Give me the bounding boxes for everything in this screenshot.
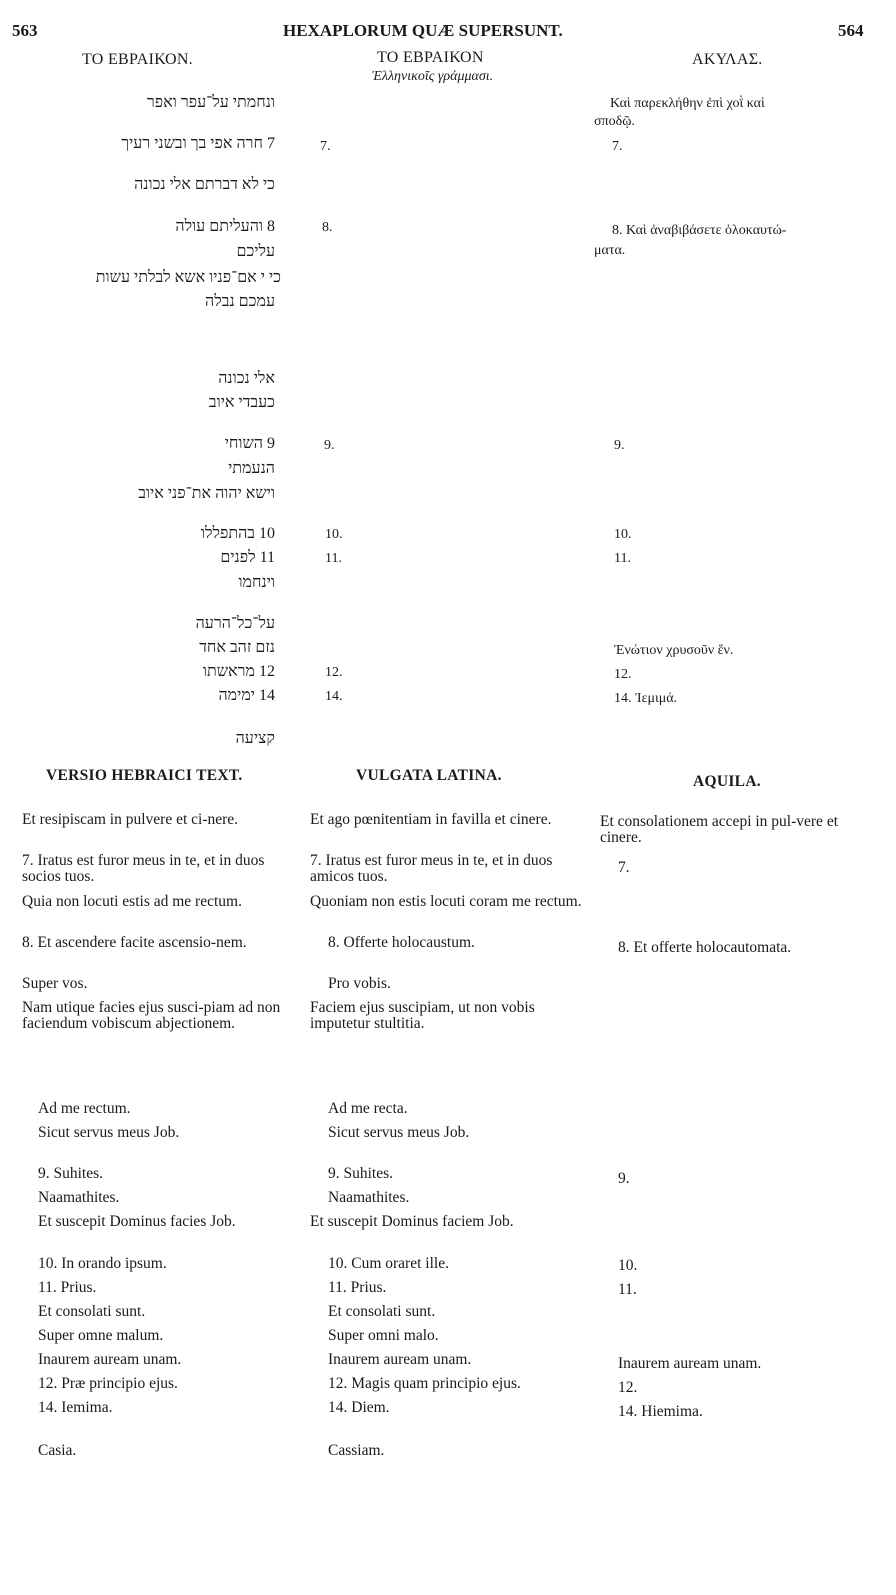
aquila-greek-line: σποδῷ. (594, 114, 635, 129)
versio-line: 7. Iratus est furor meus in te, et in duos socios tuos. (22, 852, 265, 886)
versio-line: 11. Prius. (38, 1279, 97, 1296)
hebrew-line: כי י אם־פניו אשא לבלתי עשות (95, 269, 281, 286)
versio-line: 8. Et ascendere facite ascensio-nem. (22, 934, 247, 951)
aquila-latin-line: 14. Hiemima. (618, 1403, 703, 1420)
header-transliterated: ΤΟ ΕΒΡΑΙΚΟΝ (377, 49, 484, 66)
aquila-latin-line: 9. (618, 1170, 630, 1187)
hebrew-line: אלי נכונה (218, 370, 275, 387)
hebrew-line: עמכם נבלה (205, 293, 275, 310)
header-vulgata: VULGATA LATINA. (356, 767, 502, 784)
hebrew-line: הנעמתי (228, 460, 275, 477)
vulgata-line: Et consolati sunt. (328, 1303, 436, 1320)
header-aquila: ΑΚΥΛΑΣ. (692, 51, 763, 68)
aquila-greek-line: 14. Ἰεμιμά. (614, 691, 678, 706)
aquila-greek-line: 8. Καὶ ἀναβιβάσετε ὁλοκαυτώ- (612, 223, 787, 238)
vulgata-line: 7. Iratus est furor meus in te, et in duos amicos tuos. (310, 852, 553, 886)
middle-verse-number: 7. (320, 139, 331, 154)
middle-verse-number: 8. (322, 220, 333, 235)
versio-line: Ad me rectum. (38, 1100, 131, 1117)
vulgata-line: Et suscepit Dominus faciem Job. (310, 1213, 514, 1230)
vulgata-line: Pro vobis. (328, 975, 391, 992)
vulgata-line: 14. Diem. (328, 1399, 390, 1416)
vulgata-line: 11. Prius. (328, 1279, 387, 1296)
hebrew-line: קציעה (235, 730, 275, 747)
middle-verse-number: 10. (325, 527, 343, 542)
versio-line: 12. Præ principio ejus. (38, 1375, 178, 1392)
versio-line: 9. Suhites. (38, 1165, 104, 1182)
vulgata-line: 12. Magis quam principio ejus. (328, 1375, 521, 1392)
aquila-greek-line: Ἐνώτιον χρυσοῦν ἕν. (614, 643, 734, 658)
versio-line: Casia. (38, 1442, 77, 1459)
versio-line: Nam utique facies ejus susci-piam ad non faciendum vobiscum abjectionem. (22, 999, 281, 1033)
header-transliterated-sub: Ἑλληνικοῖς γράμμασι. (372, 69, 494, 84)
hebrew-line: עליכם (236, 243, 275, 260)
aquila-latin-line: 7. (618, 859, 630, 876)
hebrew-line: 9 השוחי (224, 435, 275, 452)
middle-verse-number: 14. (325, 689, 343, 704)
aquila-greek-line: 7. (612, 139, 623, 154)
header-aquila-latin: AQUILA. (693, 773, 761, 790)
aquila-greek-line: ματα. (594, 243, 626, 258)
header-versio: VERSIO HEBRAICI TEXT. (46, 767, 243, 784)
aquila-latin-line: Et consolationem accepi in pul-vere et cinere. (600, 813, 839, 847)
hebrew-line: 10 בהתפללו (200, 525, 275, 542)
versio-line: Naamathites. (38, 1189, 120, 1206)
versio-line: Et resipiscam in pulvere et ci-nere. (22, 811, 239, 828)
vulgata-line: Sicut servus meus Job. (328, 1124, 470, 1141)
hebrew-line: ונחמתי על־עפר ואפר (146, 94, 275, 111)
versio-line: Et suscepit Dominus facies Job. (38, 1213, 236, 1230)
aquila-latin-line: 11. (618, 1281, 637, 1298)
middle-verse-number: 12. (325, 665, 343, 680)
versio-line: Super omne malum. (38, 1327, 164, 1344)
running-title: HEXAPLORUM QUÆ SUPERSUNT. (283, 21, 563, 40)
aquila-greek-line: Καὶ παρεκλήθην ἐπὶ χοῒ καὶ (610, 96, 765, 111)
vulgata-line: Quoniam non estis locuti coram me rectum. (310, 893, 582, 910)
vulgata-line: Ad me recta. (328, 1100, 408, 1117)
left-page-number: 563 (12, 21, 38, 40)
hebrew-line: 12 מראשתו (202, 663, 275, 680)
right-page-number: 564 (838, 21, 864, 40)
middle-verse-number: 11. (325, 551, 342, 566)
vulgata-line: 10. Cum oraret ille. (328, 1255, 449, 1272)
hebrew-line: 14 ימימה (218, 687, 275, 704)
hebrew-line: וינחמו (238, 574, 275, 591)
vulgata-line: Super omni malo. (328, 1327, 439, 1344)
vulgata-line: Inaurem auream unam. (328, 1351, 472, 1368)
vulgata-line: 9. Suhites. (328, 1165, 394, 1182)
versio-line: Et consolati sunt. (38, 1303, 146, 1320)
hebrew-line: כי לא דברתם אלי נכונה (134, 176, 275, 193)
hebrew-line: על־כל־הרעה (195, 615, 275, 632)
hebrew-line: וישא יהוה את־פני איוב (138, 485, 275, 502)
versio-line: Quia non locuti estis ad me rectum. (22, 893, 242, 910)
aquila-latin-line: 10. (618, 1257, 638, 1274)
middle-verse-number: 9. (324, 438, 335, 453)
header-hebrew: ΤΟ ΕΒΡΑΙΚΟΝ. (82, 51, 193, 68)
aquila-latin-line: 12. (618, 1379, 638, 1396)
hebrew-line: 7 חרה אפי בך ובשני רעיך (121, 135, 275, 152)
aquila-greek-line: 12. (614, 667, 632, 682)
hebrew-column (20, 0, 281, 760)
vulgata-line: Cassiam. (328, 1442, 385, 1459)
aquila-greek-line: 11. (614, 551, 631, 566)
hebrew-line: נזם זהב אחד (199, 639, 275, 656)
versio-line: Inaurem auream unam. (38, 1351, 182, 1368)
aquila-latin-line: Inaurem auream unam. (618, 1355, 762, 1372)
versio-line: 14. Iemima. (38, 1399, 113, 1416)
versio-line: Sicut servus meus Job. (38, 1124, 180, 1141)
hebrew-line: 11 לפנים (220, 549, 275, 566)
aquila-greek-line: 10. (614, 527, 632, 542)
versio-line: 10. In orando ipsum. (38, 1255, 167, 1272)
vulgata-line: Naamathites. (328, 1189, 410, 1206)
vulgata-line: 8. Offerte holocaustum. (328, 934, 475, 951)
aquila-latin-line: 8. Et offerte holocautomata. (618, 939, 792, 956)
aquila-greek-line: 9. (614, 438, 625, 453)
vulgata-line: Faciem ejus suscipiam, ut non vobis imputetur stultitia. (310, 999, 535, 1033)
versio-line: Super vos. (22, 975, 88, 992)
hebrew-line: 8 והעליתם עולה (175, 218, 275, 235)
hebrew-line: כעבדי איוב (208, 394, 275, 411)
vulgata-line: Et ago pœnitentiam in favilla et cinere. (310, 811, 552, 828)
